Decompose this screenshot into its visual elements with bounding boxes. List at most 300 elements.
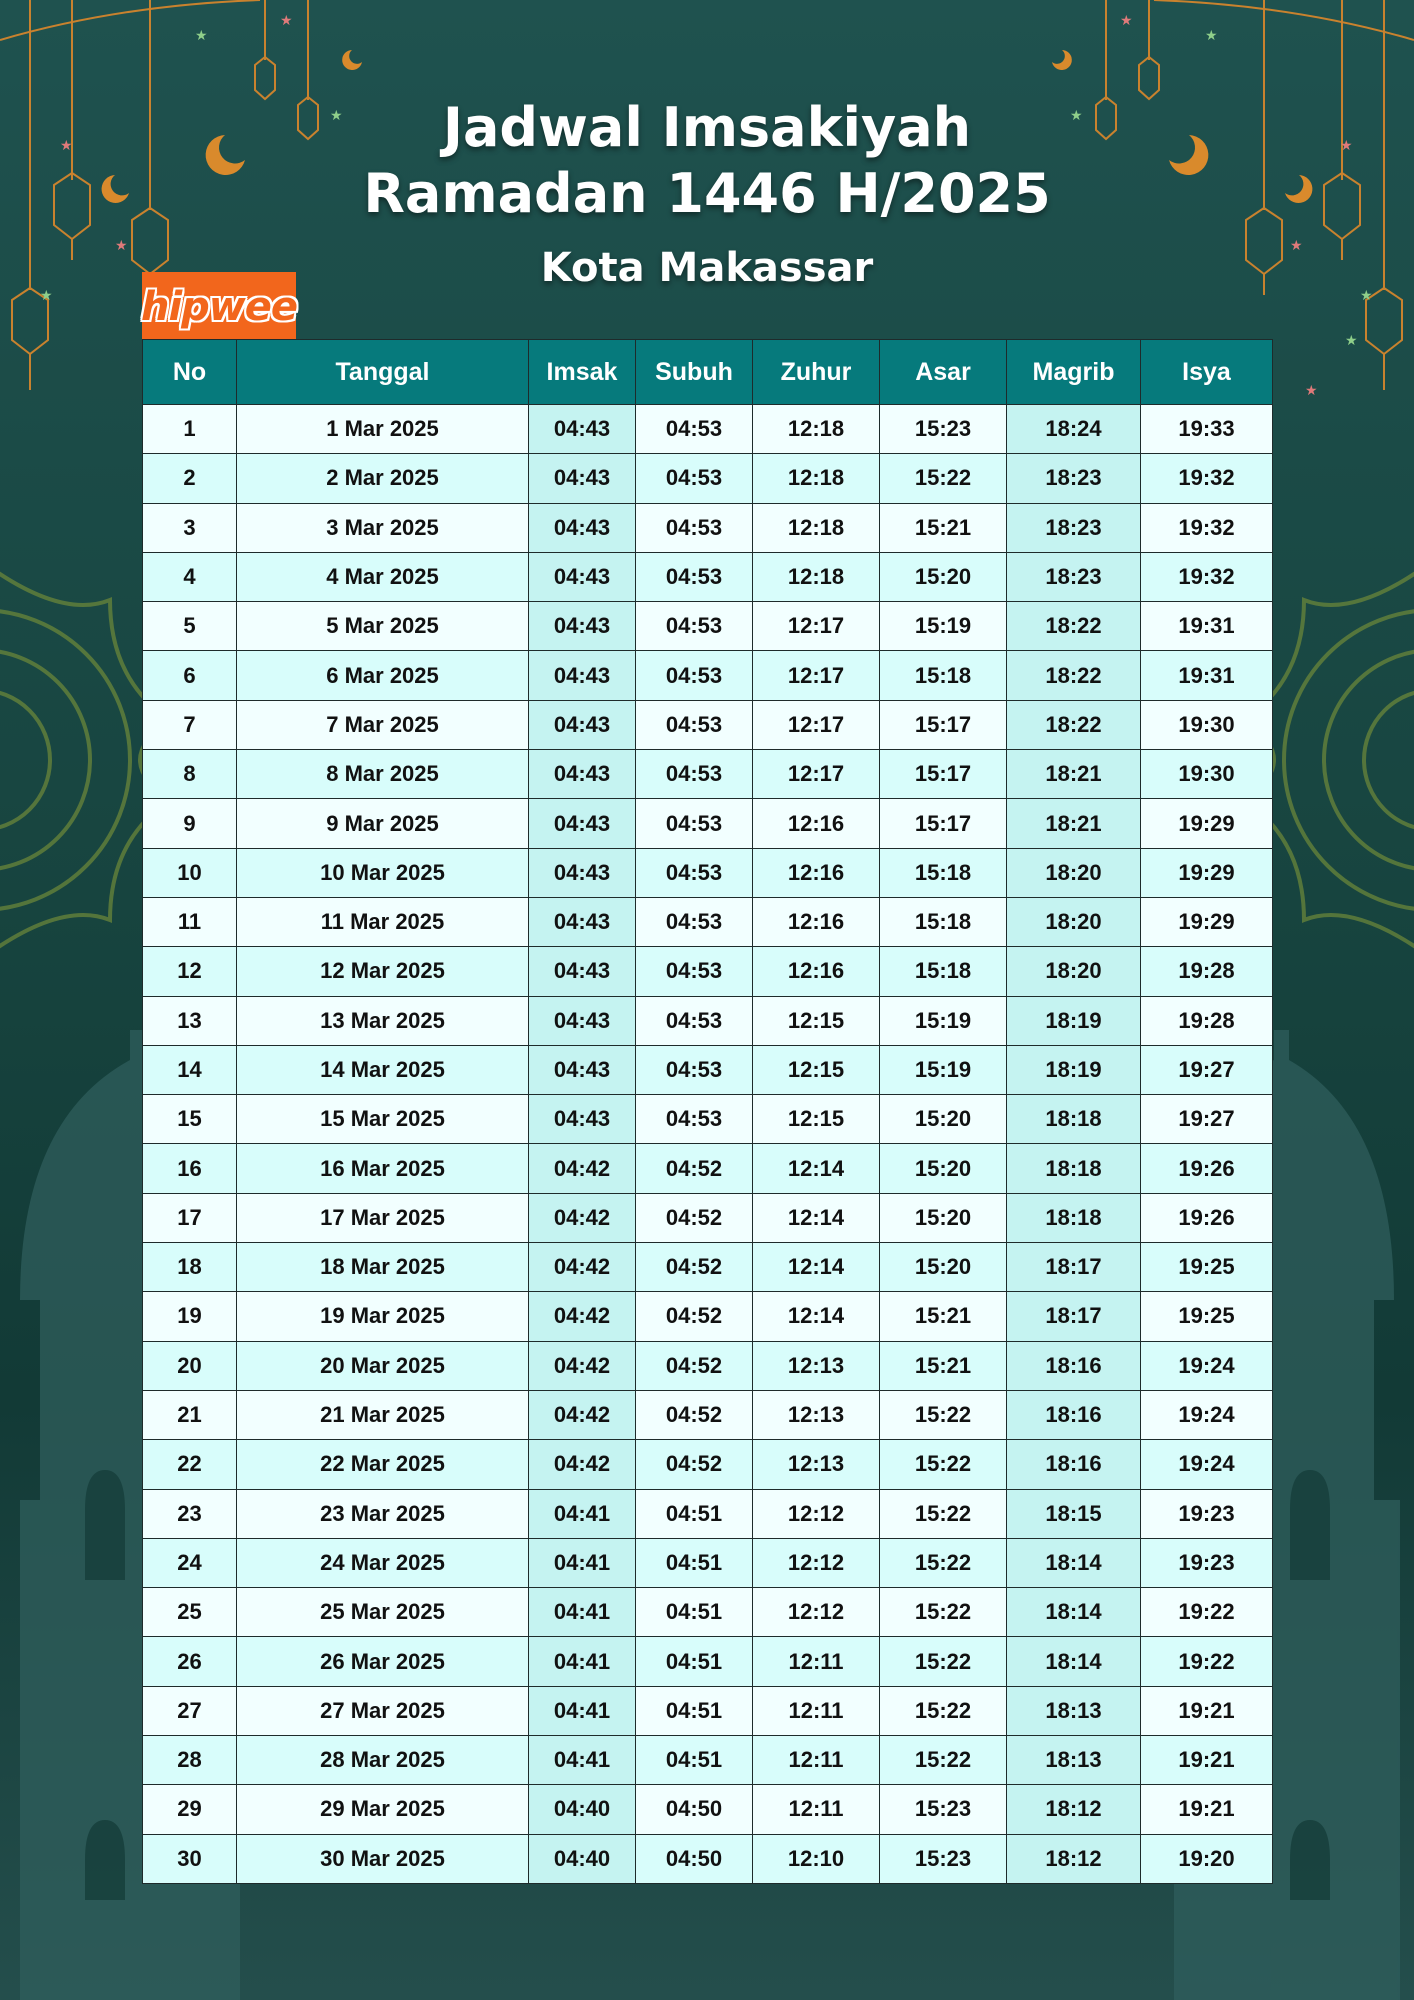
- cell-magrib: 18:20: [1007, 947, 1141, 996]
- cell-tanggal: 19 Mar 2025: [237, 1292, 529, 1341]
- table-row: [143, 1736, 1273, 1785]
- cell-asar: 15:18: [880, 897, 1007, 946]
- table-row: [143, 602, 1273, 651]
- cell-tanggal: 6 Mar 2025: [237, 651, 529, 700]
- cell-zuhur: 12:13: [753, 1390, 880, 1439]
- table-row: [143, 750, 1273, 799]
- cell-imsak: 04:43: [529, 1095, 636, 1144]
- table-row: [143, 1588, 1273, 1637]
- cell-zuhur: 12:11: [753, 1637, 880, 1686]
- cell-subuh: 04:51: [636, 1637, 753, 1686]
- cell-isya: 19:33: [1141, 405, 1273, 454]
- cell-subuh: 04:53: [636, 750, 753, 799]
- cell-tanggal: 5 Mar 2025: [237, 602, 529, 651]
- cell-asar: 15:20: [880, 1095, 1007, 1144]
- cell-tanggal: 26 Mar 2025: [237, 1637, 529, 1686]
- cell-no: 8: [143, 750, 237, 799]
- cell-subuh: 04:53: [636, 651, 753, 700]
- cell-magrib: 18:24: [1007, 405, 1141, 454]
- cell-imsak: 04:43: [529, 651, 636, 700]
- cell-no: 26: [143, 1637, 237, 1686]
- cell-asar: 15:22: [880, 1440, 1007, 1489]
- logo-text: hipwee: [140, 283, 298, 330]
- cell-subuh: 04:53: [636, 799, 753, 848]
- svg-text:★: ★: [1305, 382, 1318, 398]
- column-header-no: No: [143, 340, 237, 405]
- cell-tanggal: 28 Mar 2025: [237, 1736, 529, 1785]
- table-row: [143, 1637, 1273, 1686]
- cell-subuh: 04:53: [636, 996, 753, 1045]
- city-subtitle: Kota Makassar: [540, 245, 874, 291]
- cell-zuhur: 12:14: [753, 1292, 880, 1341]
- imsakiyah-schedule-table: [142, 339, 1273, 1884]
- cell-isya: 19:29: [1141, 848, 1273, 897]
- cell-asar: 15:17: [880, 750, 1007, 799]
- cell-zuhur: 12:17: [753, 750, 880, 799]
- column-header-subuh: Subuh: [636, 340, 753, 405]
- cell-magrib: 18:18: [1007, 1144, 1141, 1193]
- cell-isya: 19:29: [1141, 799, 1273, 848]
- cell-zuhur: 12:13: [753, 1341, 880, 1390]
- cell-tanggal: 25 Mar 2025: [237, 1588, 529, 1637]
- cell-asar: 15:22: [880, 1637, 1007, 1686]
- svg-text:★: ★: [1345, 332, 1358, 348]
- cell-isya: 19:24: [1141, 1440, 1273, 1489]
- cell-no: 22: [143, 1440, 237, 1489]
- cell-no: 18: [143, 1243, 237, 1292]
- cell-subuh: 04:51: [636, 1686, 753, 1735]
- cell-magrib: 18:19: [1007, 996, 1141, 1045]
- cell-no: 7: [143, 700, 237, 749]
- cell-tanggal: 17 Mar 2025: [237, 1193, 529, 1242]
- svg-text:★: ★: [1120, 12, 1133, 28]
- cell-asar: 15:22: [880, 1736, 1007, 1785]
- column-header-magrib: Magrib: [1007, 340, 1141, 405]
- table-row: [143, 552, 1273, 601]
- cell-no: 27: [143, 1686, 237, 1735]
- cell-no: 24: [143, 1538, 237, 1587]
- cell-isya: 19:25: [1141, 1243, 1273, 1292]
- cell-asar: 15:23: [880, 405, 1007, 454]
- cell-imsak: 04:43: [529, 848, 636, 897]
- cell-magrib: 18:21: [1007, 750, 1141, 799]
- cell-imsak: 04:42: [529, 1243, 636, 1292]
- cell-magrib: 18:14: [1007, 1588, 1141, 1637]
- cell-imsak: 04:42: [529, 1193, 636, 1242]
- cell-tanggal: 13 Mar 2025: [237, 996, 529, 1045]
- cell-imsak: 04:43: [529, 897, 636, 946]
- cell-magrib: 18:20: [1007, 897, 1141, 946]
- cell-subuh: 04:53: [636, 700, 753, 749]
- cell-magrib: 18:12: [1007, 1834, 1141, 1883]
- cell-magrib: 18:23: [1007, 503, 1141, 552]
- cell-subuh: 04:52: [636, 1390, 753, 1439]
- cell-tanggal: 11 Mar 2025: [237, 897, 529, 946]
- cell-magrib: 18:12: [1007, 1785, 1141, 1834]
- cell-tanggal: 27 Mar 2025: [237, 1686, 529, 1735]
- cell-imsak: 04:41: [529, 1489, 636, 1538]
- cell-asar: 15:19: [880, 602, 1007, 651]
- cell-tanggal: 3 Mar 2025: [237, 503, 529, 552]
- cell-tanggal: 7 Mar 2025: [237, 700, 529, 749]
- cell-zuhur: 12:18: [753, 503, 880, 552]
- table-row: [143, 454, 1273, 503]
- cell-zuhur: 12:15: [753, 1045, 880, 1094]
- svg-text:★: ★: [1290, 237, 1303, 253]
- cell-magrib: 18:17: [1007, 1292, 1141, 1341]
- cell-zuhur: 12:11: [753, 1785, 880, 1834]
- cell-no: 29: [143, 1785, 237, 1834]
- cell-imsak: 04:43: [529, 750, 636, 799]
- cell-no: 21: [143, 1390, 237, 1439]
- svg-text:★: ★: [1360, 287, 1373, 303]
- cell-asar: 15:22: [880, 1390, 1007, 1439]
- cell-magrib: 18:22: [1007, 700, 1141, 749]
- cell-imsak: 04:43: [529, 552, 636, 601]
- cell-imsak: 04:41: [529, 1637, 636, 1686]
- cell-zuhur: 12:18: [753, 454, 880, 503]
- svg-text:★: ★: [280, 12, 293, 28]
- cell-zuhur: 12:11: [753, 1736, 880, 1785]
- cell-subuh: 04:50: [636, 1834, 753, 1883]
- hipwee-logo: [142, 272, 296, 341]
- cell-zuhur: 12:15: [753, 1095, 880, 1144]
- cell-subuh: 04:53: [636, 897, 753, 946]
- cell-asar: 15:20: [880, 552, 1007, 601]
- cell-zuhur: 12:16: [753, 799, 880, 848]
- cell-magrib: 18:16: [1007, 1390, 1141, 1439]
- table-row: [143, 1834, 1273, 1883]
- cell-isya: 19:24: [1141, 1390, 1273, 1439]
- cell-subuh: 04:51: [636, 1736, 753, 1785]
- cell-tanggal: 24 Mar 2025: [237, 1538, 529, 1587]
- cell-imsak: 04:41: [529, 1686, 636, 1735]
- table-row: [143, 1440, 1273, 1489]
- svg-text:★: ★: [195, 27, 208, 43]
- table-row: [143, 1095, 1273, 1144]
- cell-subuh: 04:53: [636, 947, 753, 996]
- table-row: [143, 1390, 1273, 1439]
- cell-subuh: 04:52: [636, 1440, 753, 1489]
- cell-asar: 15:22: [880, 1686, 1007, 1735]
- cell-no: 12: [143, 947, 237, 996]
- cell-no: 20: [143, 1341, 237, 1390]
- svg-text:★: ★: [1070, 107, 1083, 123]
- cell-isya: 19:20: [1141, 1834, 1273, 1883]
- cell-subuh: 04:53: [636, 552, 753, 601]
- svg-text:★: ★: [40, 287, 53, 303]
- cell-no: 3: [143, 503, 237, 552]
- cell-subuh: 04:53: [636, 405, 753, 454]
- cell-asar: 15:19: [880, 1045, 1007, 1094]
- cell-tanggal: 20 Mar 2025: [237, 1341, 529, 1390]
- cell-subuh: 04:52: [636, 1292, 753, 1341]
- column-header-imsak: Imsak: [529, 340, 636, 405]
- cell-tanggal: 1 Mar 2025: [237, 405, 529, 454]
- cell-asar: 15:17: [880, 799, 1007, 848]
- cell-magrib: 18:17: [1007, 1243, 1141, 1292]
- cell-no: 15: [143, 1095, 237, 1144]
- cell-no: 16: [143, 1144, 237, 1193]
- cell-imsak: 04:43: [529, 503, 636, 552]
- cell-imsak: 04:41: [529, 1538, 636, 1587]
- cell-tanggal: 10 Mar 2025: [237, 848, 529, 897]
- cell-asar: 15:23: [880, 1785, 1007, 1834]
- cell-magrib: 18:13: [1007, 1686, 1141, 1735]
- cell-isya: 19:22: [1141, 1637, 1273, 1686]
- cell-imsak: 04:40: [529, 1785, 636, 1834]
- cell-isya: 19:26: [1141, 1144, 1273, 1193]
- table-row: [143, 996, 1273, 1045]
- table-row: [143, 1193, 1273, 1242]
- cell-zuhur: 12:14: [753, 1193, 880, 1242]
- table-body: [143, 405, 1273, 1884]
- cell-no: 6: [143, 651, 237, 700]
- cell-no: 2: [143, 454, 237, 503]
- cell-tanggal: 14 Mar 2025: [237, 1045, 529, 1094]
- cell-zuhur: 12:16: [753, 848, 880, 897]
- cell-isya: 19:31: [1141, 602, 1273, 651]
- cell-asar: 15:20: [880, 1144, 1007, 1193]
- cell-zuhur: 12:16: [753, 947, 880, 996]
- cell-imsak: 04:42: [529, 1440, 636, 1489]
- cell-zuhur: 12:14: [753, 1243, 880, 1292]
- svg-text:★: ★: [1205, 27, 1218, 43]
- cell-asar: 15:22: [880, 1489, 1007, 1538]
- cell-no: 28: [143, 1736, 237, 1785]
- cell-imsak: 04:42: [529, 1292, 636, 1341]
- table-row: [143, 651, 1273, 700]
- cell-no: 13: [143, 996, 237, 1045]
- cell-zuhur: 12:12: [753, 1538, 880, 1587]
- cell-isya: 19:30: [1141, 750, 1273, 799]
- cell-zuhur: 12:17: [753, 651, 880, 700]
- cell-subuh: 04:53: [636, 454, 753, 503]
- cell-isya: 19:29: [1141, 897, 1273, 946]
- svg-text:★: ★: [115, 237, 128, 253]
- column-header-asar: Asar: [880, 340, 1007, 405]
- cell-subuh: 04:53: [636, 1095, 753, 1144]
- cell-isya: 19:25: [1141, 1292, 1273, 1341]
- cell-subuh: 04:51: [636, 1588, 753, 1637]
- table-row: [143, 947, 1273, 996]
- cell-tanggal: 9 Mar 2025: [237, 799, 529, 848]
- cell-isya: 19:23: [1141, 1489, 1273, 1538]
- cell-zuhur: 12:16: [753, 897, 880, 946]
- table-row: [143, 1538, 1273, 1587]
- cell-isya: 19:28: [1141, 996, 1273, 1045]
- cell-isya: 19:21: [1141, 1686, 1273, 1735]
- cell-no: 9: [143, 799, 237, 848]
- cell-subuh: 04:53: [636, 848, 753, 897]
- cell-asar: 15:17: [880, 700, 1007, 749]
- table-row: [143, 1341, 1273, 1390]
- cell-magrib: 18:23: [1007, 552, 1141, 601]
- cell-imsak: 04:42: [529, 1341, 636, 1390]
- cell-imsak: 04:43: [529, 602, 636, 651]
- cell-zuhur: 12:15: [753, 996, 880, 1045]
- cell-subuh: 04:53: [636, 602, 753, 651]
- cell-isya: 19:21: [1141, 1736, 1273, 1785]
- cell-imsak: 04:43: [529, 996, 636, 1045]
- cell-asar: 15:21: [880, 1341, 1007, 1390]
- cell-zuhur: 12:10: [753, 1834, 880, 1883]
- svg-text:★: ★: [60, 137, 73, 153]
- svg-text:★: ★: [330, 107, 343, 123]
- cell-imsak: 04:41: [529, 1736, 636, 1785]
- cell-tanggal: 29 Mar 2025: [237, 1785, 529, 1834]
- cell-zuhur: 12:17: [753, 700, 880, 749]
- cell-magrib: 18:14: [1007, 1637, 1141, 1686]
- cell-tanggal: 12 Mar 2025: [237, 947, 529, 996]
- cell-magrib: 18:23: [1007, 454, 1141, 503]
- cell-subuh: 04:51: [636, 1489, 753, 1538]
- table-row: [143, 503, 1273, 552]
- cell-imsak: 04:42: [529, 1144, 636, 1193]
- cell-imsak: 04:43: [529, 947, 636, 996]
- cell-magrib: 18:18: [1007, 1095, 1141, 1144]
- cell-asar: 15:22: [880, 454, 1007, 503]
- cell-isya: 19:23: [1141, 1538, 1273, 1587]
- cell-asar: 15:22: [880, 1588, 1007, 1637]
- cell-zuhur: 12:14: [753, 1144, 880, 1193]
- cell-magrib: 18:22: [1007, 602, 1141, 651]
- cell-magrib: 18:19: [1007, 1045, 1141, 1094]
- table-row: [143, 700, 1273, 749]
- cell-isya: 19:27: [1141, 1095, 1273, 1144]
- cell-tanggal: 23 Mar 2025: [237, 1489, 529, 1538]
- cell-imsak: 04:43: [529, 700, 636, 749]
- cell-magrib: 18:20: [1007, 848, 1141, 897]
- cell-no: 1: [143, 405, 237, 454]
- cell-no: 23: [143, 1489, 237, 1538]
- cell-zuhur: 12:13: [753, 1440, 880, 1489]
- cell-magrib: 18:22: [1007, 651, 1141, 700]
- cell-zuhur: 12:12: [753, 1489, 880, 1538]
- cell-tanggal: 16 Mar 2025: [237, 1144, 529, 1193]
- cell-zuhur: 12:12: [753, 1588, 880, 1637]
- table-row: [143, 1045, 1273, 1094]
- table-row: [143, 799, 1273, 848]
- cell-asar: 15:23: [880, 1834, 1007, 1883]
- cell-subuh: 04:51: [636, 1538, 753, 1587]
- cell-isya: 19:24: [1141, 1341, 1273, 1390]
- cell-subuh: 04:52: [636, 1243, 753, 1292]
- cell-imsak: 04:40: [529, 1834, 636, 1883]
- cell-isya: 19:28: [1141, 947, 1273, 996]
- cell-asar: 15:20: [880, 1243, 1007, 1292]
- cell-isya: 19:32: [1141, 503, 1273, 552]
- table-header-row: [143, 340, 1273, 405]
- cell-isya: 19:22: [1141, 1588, 1273, 1637]
- cell-magrib: 18:21: [1007, 799, 1141, 848]
- column-header-tanggal: Tanggal: [237, 340, 529, 405]
- cell-imsak: 04:43: [529, 1045, 636, 1094]
- svg-text:★: ★: [1340, 137, 1353, 153]
- cell-asar: 15:21: [880, 1292, 1007, 1341]
- cell-tanggal: 4 Mar 2025: [237, 552, 529, 601]
- table-row: [143, 1489, 1273, 1538]
- cell-asar: 15:19: [880, 996, 1007, 1045]
- cell-asar: 15:18: [880, 651, 1007, 700]
- cell-tanggal: 30 Mar 2025: [237, 1834, 529, 1883]
- cell-isya: 19:21: [1141, 1785, 1273, 1834]
- cell-subuh: 04:53: [636, 503, 753, 552]
- cell-magrib: 18:16: [1007, 1341, 1141, 1390]
- cell-subuh: 04:52: [636, 1193, 753, 1242]
- cell-asar: 15:18: [880, 947, 1007, 996]
- cell-tanggal: 15 Mar 2025: [237, 1095, 529, 1144]
- cell-magrib: 18:15: [1007, 1489, 1141, 1538]
- cell-isya: 19:32: [1141, 552, 1273, 601]
- cell-subuh: 04:52: [636, 1144, 753, 1193]
- column-header-zuhur: Zuhur: [753, 340, 880, 405]
- cell-no: 30: [143, 1834, 237, 1883]
- table-row: [143, 1292, 1273, 1341]
- page-title-line2: Ramadan 1446 H/2025: [363, 162, 1051, 225]
- cell-subuh: 04:50: [636, 1785, 753, 1834]
- cell-isya: 19:27: [1141, 1045, 1273, 1094]
- cell-asar: 15:21: [880, 503, 1007, 552]
- cell-no: 14: [143, 1045, 237, 1094]
- cell-tanggal: 18 Mar 2025: [237, 1243, 529, 1292]
- table-row: [143, 405, 1273, 454]
- cell-no: 5: [143, 602, 237, 651]
- cell-zuhur: 12:11: [753, 1686, 880, 1735]
- table-row: [143, 1144, 1273, 1193]
- cell-zuhur: 12:18: [753, 405, 880, 454]
- cell-zuhur: 12:17: [753, 602, 880, 651]
- table-row: [143, 1686, 1273, 1735]
- column-header-isya: Isya: [1141, 340, 1273, 405]
- cell-isya: 19:30: [1141, 700, 1273, 749]
- cell-isya: 19:32: [1141, 454, 1273, 503]
- cell-magrib: 18:13: [1007, 1736, 1141, 1785]
- cell-subuh: 04:53: [636, 1045, 753, 1094]
- cell-imsak: 04:43: [529, 799, 636, 848]
- cell-isya: 19:31: [1141, 651, 1273, 700]
- cell-tanggal: 21 Mar 2025: [237, 1390, 529, 1439]
- cell-magrib: 18:18: [1007, 1193, 1141, 1242]
- cell-zuhur: 12:18: [753, 552, 880, 601]
- cell-tanggal: 22 Mar 2025: [237, 1440, 529, 1489]
- table-row: [143, 1785, 1273, 1834]
- cell-magrib: 18:14: [1007, 1538, 1141, 1587]
- cell-imsak: 04:41: [529, 1588, 636, 1637]
- page-title-line1: Jadwal Imsakiyah: [442, 96, 972, 159]
- title-block: [0, 95, 1414, 293]
- cell-no: 4: [143, 552, 237, 601]
- cell-asar: 15:22: [880, 1538, 1007, 1587]
- table-row: [143, 1243, 1273, 1292]
- cell-no: 19: [143, 1292, 237, 1341]
- cell-no: 17: [143, 1193, 237, 1242]
- table-row: [143, 848, 1273, 897]
- cell-tanggal: 8 Mar 2025: [237, 750, 529, 799]
- cell-tanggal: 2 Mar 2025: [237, 454, 529, 503]
- cell-magrib: 18:16: [1007, 1440, 1141, 1489]
- cell-no: 11: [143, 897, 237, 946]
- cell-asar: 15:20: [880, 1193, 1007, 1242]
- cell-no: 25: [143, 1588, 237, 1637]
- cell-isya: 19:26: [1141, 1193, 1273, 1242]
- cell-imsak: 04:43: [529, 405, 636, 454]
- cell-no: 10: [143, 848, 237, 897]
- cell-imsak: 04:43: [529, 454, 636, 503]
- cell-subuh: 04:52: [636, 1341, 753, 1390]
- table-row: [143, 897, 1273, 946]
- cell-asar: 15:18: [880, 848, 1007, 897]
